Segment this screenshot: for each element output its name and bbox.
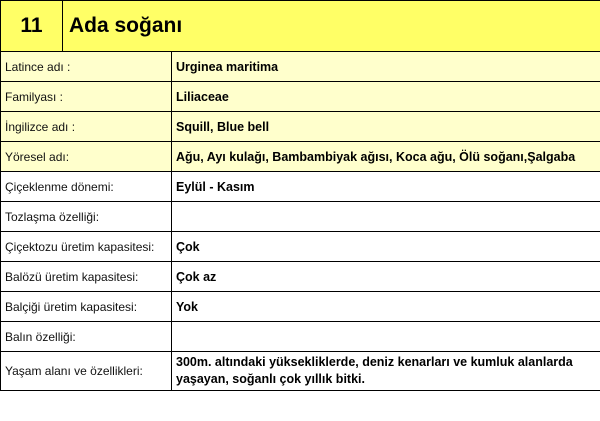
english-name-row [1, 112, 600, 142]
honey-property-row [1, 322, 600, 352]
row-value: Çok [172, 232, 600, 262]
row-value [172, 322, 600, 352]
local-name-row [1, 142, 600, 172]
row-label: İngilizce adı : [1, 112, 172, 142]
row-label: Çiçeklenme dönemi: [1, 172, 172, 202]
pollen-capacity-row [1, 232, 600, 262]
family-row [1, 82, 600, 112]
row-label: Familyası : [1, 82, 172, 112]
plant-name: Ada soğanı [63, 1, 600, 52]
row-value: Ağu, Ayı kulağı, Bambambiyak ağısı, Koca ağu, Ölü soğanı,Şalgaba [172, 142, 600, 172]
row-value: Squill, Blue bell [172, 112, 600, 142]
row-value [172, 202, 600, 232]
row-label: Balçiği üretim kapasitesi: [1, 292, 172, 322]
row-label: Tozlaşma özelliği: [1, 202, 172, 232]
row-label: Latince adı : [1, 52, 172, 82]
flowering-period-row [1, 172, 600, 202]
plant-number: 11 [1, 1, 63, 52]
row-label: Çiçektozu üretim kapasitesi: [1, 232, 172, 262]
row-label: Balözü üretim kapasitesi: [1, 262, 172, 292]
row-value: Eylül - Kasım [172, 172, 600, 202]
nectar-capacity-row [1, 262, 600, 292]
row-value: 300m. altındaki yüksekliklerde, deniz kenarları ve kumluk alanlarda yaşayan, soğanlı çok yıllık bitki. [172, 352, 600, 391]
title-row [1, 1, 600, 52]
row-label: Yaşam alanı ve özellikleri: [1, 352, 172, 391]
row-label: Balın özelliği: [1, 322, 172, 352]
row-value: Liliaceae [172, 82, 600, 112]
row-value: Yok [172, 292, 600, 322]
pollination-row [1, 202, 600, 232]
row-value: Urginea maritima [172, 52, 600, 82]
honeydew-capacity-row [1, 292, 600, 322]
row-value: Çok az [172, 262, 600, 292]
row-label: Yöresel adı: [1, 142, 172, 172]
habitat-row [1, 352, 600, 391]
latin-name-row [1, 52, 600, 82]
